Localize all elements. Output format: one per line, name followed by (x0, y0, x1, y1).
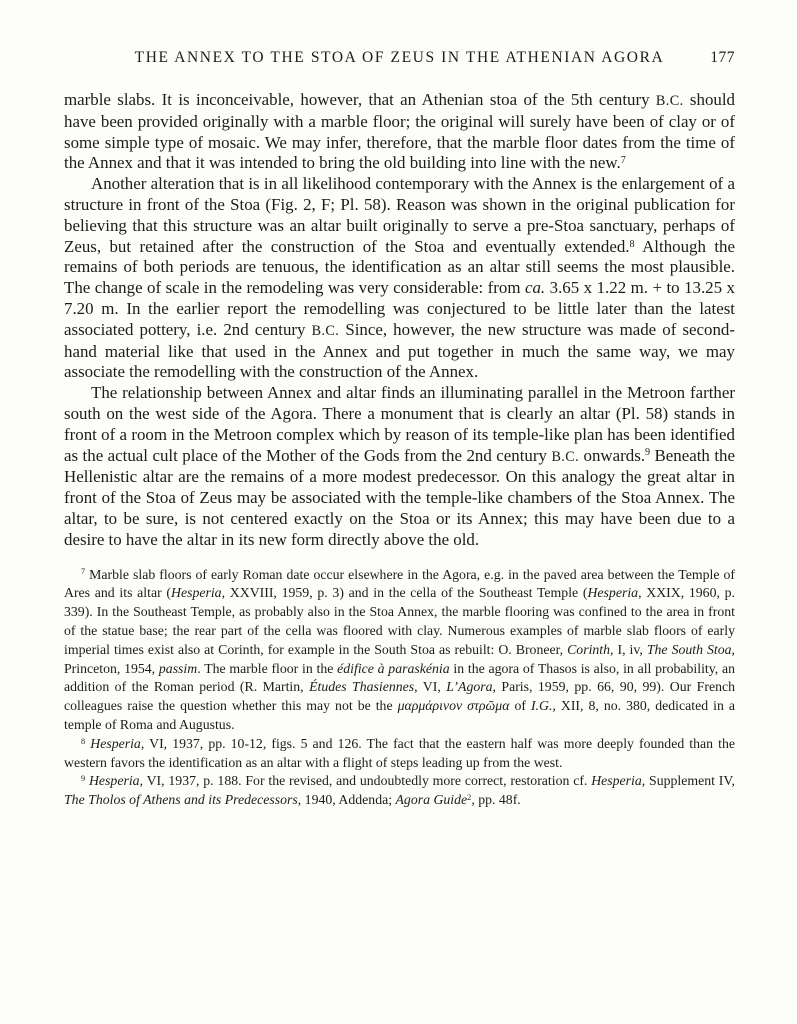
page-header (64, 49, 735, 67)
page-number: 177 (710, 49, 735, 66)
footnote: $^8$ Hesperia, VI, 1937, pp. 10-12, figs. 5 and 126. The fact that the eastern half was more deeply founded than the western favors the identification as an altar with a flight of steps leading up from the west. (64, 735, 735, 770)
body-paragraph: The relationship between Annex and altar finds an illuminating parallel in the Metroon farther south on the west side of the Agora. There a monument that is clearly an altar (Pl. 58) stands in front of a room in the Metroon complex which by reason of its temple-like plan has been identified as the actual cult place of the Mother of the Gods from the 2nd century B.C. onwards.$^9$ Beneath the Hellenistic altar are the remains of a more modest predecessor. On this analogy the great altar in front of the Stoa of Zeus may be associated with the temple-like chambers of the Stoa Annex. The altar, to be sure, is not centered exactly on the Stoa or its Annex; this may have been due to a desire to have the altar in its new form directly above the old. (64, 383, 735, 549)
body-paragraph: Another alteration that is in all likelihood contemporary with the Annex is the enlargement of a structure in front of the Stoa (Fig. 2, F; Pl. 58). Reason was shown in the original publication for believing that this structure was an altar built originally to serve a pre-Stoa sanctuary, perhaps of Zeus, but retained after the construction of the Stoa and eventually extended.$^8$ Although the remains of both periods are tenuous, the identification as an altar still seems the most plausible. The change of scale in the remodeling was very considerable: from ca. 3.65 x 1.22 m. + to 13.25 x 7.20 m. In the earlier report the remodelling was conjectured to be little later than the latest associated pottery, i.e. 2nd century B.C. Since, however, the new structure was made of second-hand material like that used in the Annex and put together in much the same way, we may associate the remodelling with the construction of the Annex. (64, 174, 735, 382)
footnotes-section (64, 566, 735, 810)
article-body (64, 90, 735, 551)
page-title: THE ANNEX TO THE STOA OF ZEUS IN THE ATHENIAN AGORA (134, 49, 665, 66)
body-paragraph: marble slabs. It is inconceivable, however, that an Athenian stoa of the 5th century B.C. should have been provided originally with a marble floor; the original will surely have been of clay or of some simple type of mosaic. We may infer, therefore, that the marble floor dates from the time of the Annex and that it was intended to bring the old building into line with the new.$^7$ (64, 90, 735, 173)
footnote: $^7$ Marble slab floors of early Roman date occur elsewhere in the Agora, e.g. in the paved area between the Temple of Ares and its altar (Hesperia, XXVIII, 1959, p. 3) and in the cella of the Southeast Temple (Hesperia, XXIX, 1960, p. 339). In the Southeast Temple, as probably also in the Stoa Annex, the marble flooring was confined to the area in front of the statue base; the rear part of the cella was floored with clay. Numerous examples of marble slab floors of early imperial times exist also at Corinth, for example in the South Stoa as rebuilt: O. Broneer, Corinth, I, iv, The South Stoa, Princeton, 1954, passim. The marble floor in the édifice à paraskénia in the agora of Thasos is also, in all probability, an addition of the Roman period (R. Martin, Études Thasiennes, VI, L’Agora, Paris, 1959, pp. 66, 90, 99). Our French colleagues raise the question whether this may not be the μαρμάρινον στρῶμα of I.G., XII, 8, no. 380, dedicated in a temple of Roma and Augustus. (64, 566, 735, 732)
footnote: $^9$ Hesperia, VI, 1937, p. 188. For the revised, and undoubtedly more correct, restoration cf. Hesperia, Supplement IV, The Tholos of Athens and its Predecessors, 1940, Addenda; Agora Guide$^2$, pp. 48f. (64, 773, 736, 808)
